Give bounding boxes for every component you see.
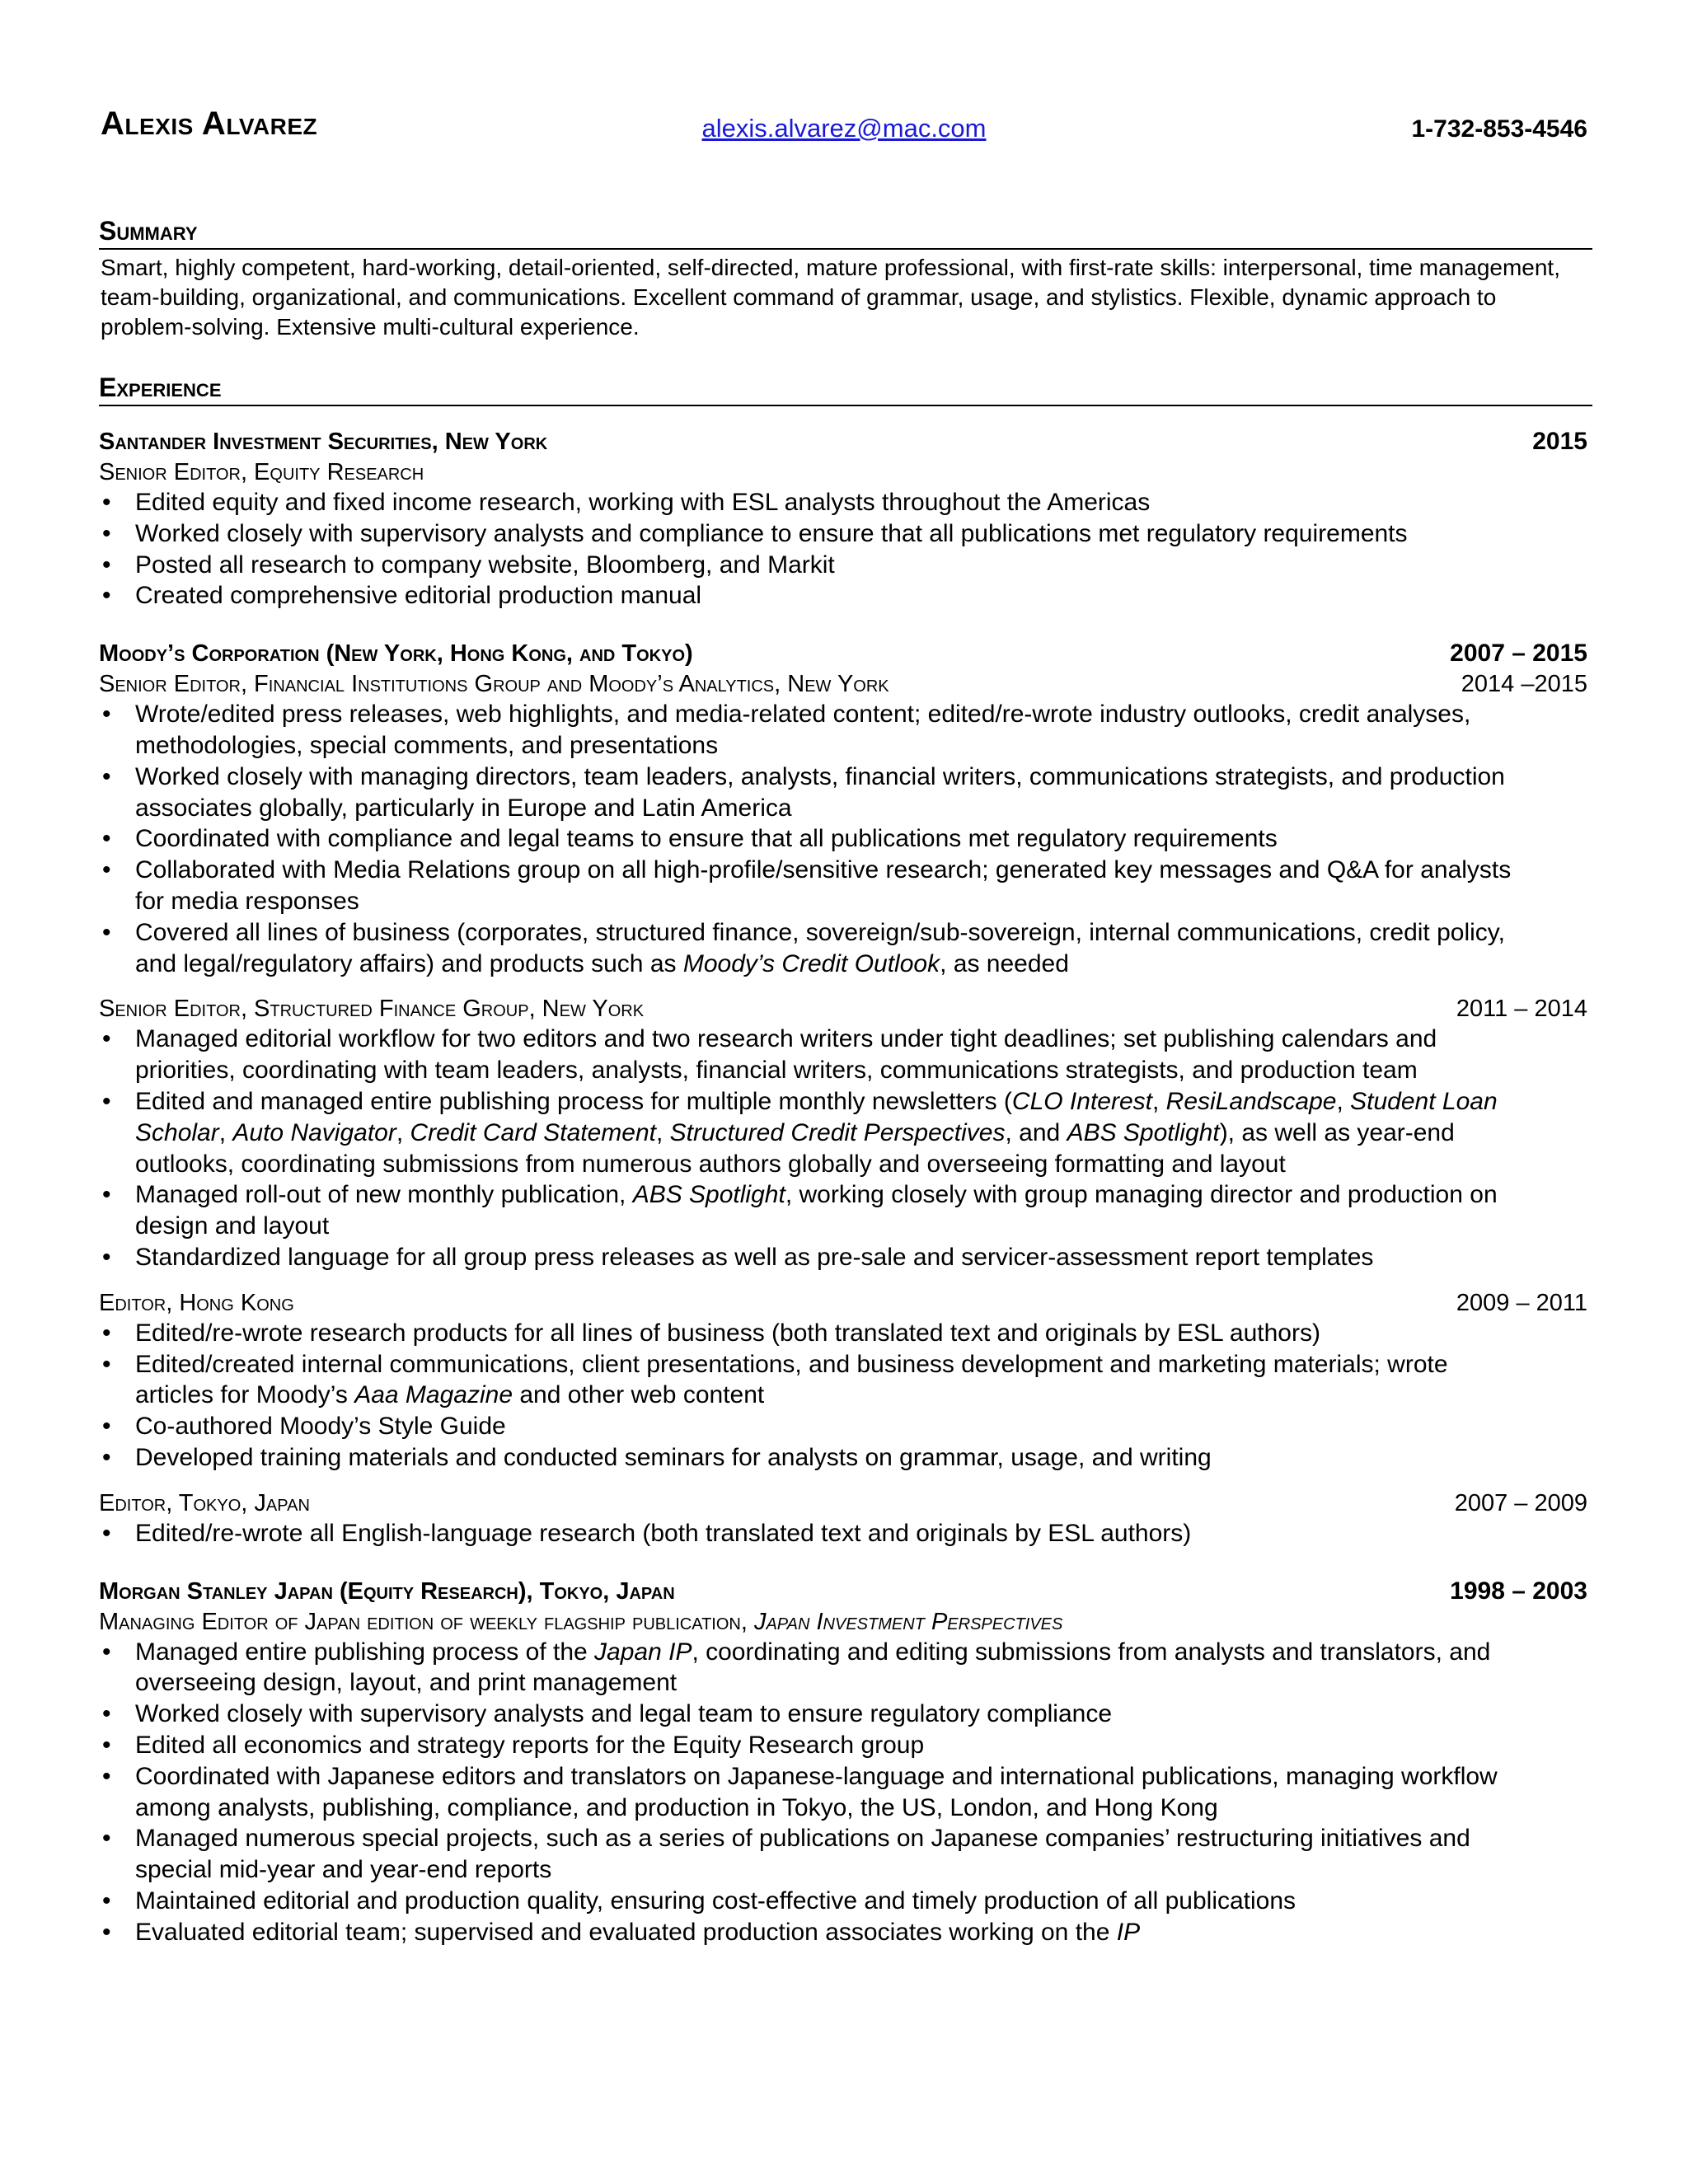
role-title: Editor, Hong Kong — [99, 1289, 294, 1316]
bullet-item: • Worked closely with supervisory analysts and compliance to ensure that all publications met regulatory requirements — [99, 518, 1592, 550]
role-title: Managing Editor of Japan edition of weekly flagship publication, Japan Investment Perspectives — [99, 1608, 1063, 1635]
role-line — [99, 1488, 1592, 1518]
bullet-item: • Managed entire publishing process of the Japan IP, coordinating and editing submissions from analysts and translators, and overseeing design, layout, and print management — [99, 1637, 1592, 1699]
company-name: Santander Investment Securities, New York — [99, 429, 548, 455]
bullet-item: • Edited/re-wrote research products for all lines of business (both translated text and originals by ESL authors) — [99, 1318, 1592, 1349]
bullet-item: • Standardized language for all group press releases as well as pre-sale and servicer-assessment report templates — [99, 1242, 1592, 1273]
job-header — [99, 426, 1592, 457]
summary-text: Smart, highly competent, hard-working, detail-oriented, self-directed, mature professional, with first-rate skills: interpersonal, time management, team-building, organizational, and communications. Excellent command of grammar, usage, and stylistics. Flexible, dynamic approach to problem-solving. Extensive multi-cultural experience. — [101, 255, 1560, 340]
role-title: Senior Editor, Equity Research — [99, 459, 424, 485]
section-title-experience: Experience — [99, 373, 1592, 406]
job-years: 2015 — [1532, 428, 1587, 455]
role-line — [99, 1607, 1592, 1637]
role-years: 2014 –2015 — [1461, 671, 1587, 698]
bullet-item: • Collaborated with Media Relations group on all high-profile/sensitive research; generated key messages and Q&A for analysts for media responses — [99, 855, 1592, 917]
bullet-item: • Worked closely with managing directors, team leaders, analysts, financial writers, communications strategists, and production associates globally, particularly in Europe and Latin America — [99, 762, 1592, 824]
bullet-list — [99, 699, 1592, 979]
role-title: Senior Editor, Structured Finance Group, New York — [99, 996, 645, 1023]
job-years: 1998 – 2003 — [1450, 1577, 1587, 1605]
bullet-item: • Covered all lines of business (corporates, structured finance, sovereign/sub-sovereign, internal communications, credit policy, and legal/regulatory affairs) and products such as Moody’s Credit Outlook, as needed — [99, 917, 1592, 980]
job-header — [99, 638, 1592, 669]
job-morgan-stanley — [99, 1576, 1592, 1948]
bullet-item: • Managed roll-out of new monthly publication, ABS Spotlight, working closely with group managing director and production on design and layout — [99, 1179, 1592, 1242]
bullet-item: • Maintained editorial and production quality, ensuring cost-effective and timely production of all publications — [99, 1886, 1592, 1917]
role-line — [99, 457, 1592, 487]
role-line — [99, 1288, 1592, 1318]
role-years: 2009 – 2011 — [1456, 1289, 1587, 1316]
role-years: 2011 – 2014 — [1456, 996, 1587, 1023]
bullet-item: • Managed editorial workflow for two editors and two research writers under tight deadlines; set publishing calendars and priorities, coordinating with team leaders, analysts, financial writers, communications strategists, and production team — [99, 1024, 1592, 1086]
section-title-summary: Summary — [99, 216, 1592, 250]
summary-section — [99, 216, 1592, 342]
bullet-item: • Edited/re-wrote all English-language research (both translated text and originals by ESL authors) — [99, 1518, 1592, 1549]
bullet-list — [99, 1518, 1592, 1549]
bullet-item: • Edited/created internal communications, client presentations, and business development and marketing materials; wrote articles for Moody’s Aaa Magazine and other web content — [99, 1349, 1592, 1412]
bullet-item: • Wrote/edited press releases, web highlights, and media-related content; edited/re-wrote industry outlooks, credit analyses, methodologies, special comments, and presentations — [99, 699, 1592, 762]
company-name: Moody’s Corporation (New York, Hong Kong, and Tokyo) — [99, 640, 693, 668]
job-santander — [99, 426, 1592, 612]
bullet-item: • Edited and managed entire publishing process for multiple monthly newsletters (CLO Interest, ResiLandscape, Student Loan Scholar, Auto Navigator, Credit Card Statement, Structured Credit Perspectives, and ABS Spotlight), as well as year-end outlooks, coordinating submissions from numerous authors globally and overseeing formatting and layout — [99, 1086, 1592, 1179]
role-title: Editor, Tokyo, Japan — [99, 1489, 310, 1516]
candidate-name: Alexis Alvarez — [101, 105, 318, 142]
bullet-list — [99, 487, 1592, 612]
resume-header — [101, 105, 1587, 155]
company-name: Morgan Stanley Japan (Equity Research), Tokyo, Japan — [99, 1577, 675, 1605]
role-years: 2007 – 2009 — [1454, 1489, 1587, 1516]
bullet-item: • Coordinated with Japanese editors and translators on Japanese-language and international publications, managing workflow among analysts, publishing, compliance, and production in Tokyo, the US, London, and Hong Kong — [99, 1761, 1592, 1824]
bullet-item: • Managed numerous special projects, such as a series of publications on Japanese companies’ restructuring initiatives and special mid-year and year-end reports — [99, 1823, 1592, 1886]
job-years: 2007 – 2015 — [1450, 640, 1587, 668]
bullet-item: • Edited equity and fixed income research, working with ESL analysts throughout the Americas — [99, 487, 1592, 518]
bullet-list — [99, 1024, 1592, 1272]
job-header — [99, 1576, 1592, 1607]
bullet-item: • Coordinated with compliance and legal teams to ensure that all publications met regulatory requirements — [99, 823, 1592, 855]
experience-section — [99, 373, 1592, 1947]
job-moodys — [99, 638, 1592, 1549]
role-line — [99, 994, 1592, 1024]
role-line — [99, 669, 1592, 699]
bullet-list — [99, 1318, 1592, 1474]
bullet-item: • Edited all economics and strategy reports for the Equity Research group — [99, 1730, 1592, 1761]
role-title: Senior Editor, Financial Institutions Group and Moody’s Analytics, New York — [99, 671, 889, 698]
bullet-item: • Created comprehensive editorial production manual — [99, 580, 1592, 612]
bullet-item: • Evaluated editorial team; supervised and evaluated production associates working on the IP — [99, 1917, 1592, 1948]
bullet-item: • Posted all research to company website, Bloomberg, and Markit — [99, 550, 1592, 581]
bullet-item: • Developed training materials and conducted seminars for analysts on grammar, usage, and writing — [99, 1442, 1592, 1474]
bullet-item: • Worked closely with supervisory analysts and legal team to ensure regulatory compliance — [99, 1699, 1592, 1730]
bullet-item: • Co-authored Moody’s Style Guide — [99, 1411, 1592, 1442]
bullet-list — [99, 1637, 1592, 1948]
phone-number: 1-732-853-4546 — [1411, 115, 1587, 143]
email-link[interactable]: alexis.alvarez@mac.com — [701, 114, 987, 143]
